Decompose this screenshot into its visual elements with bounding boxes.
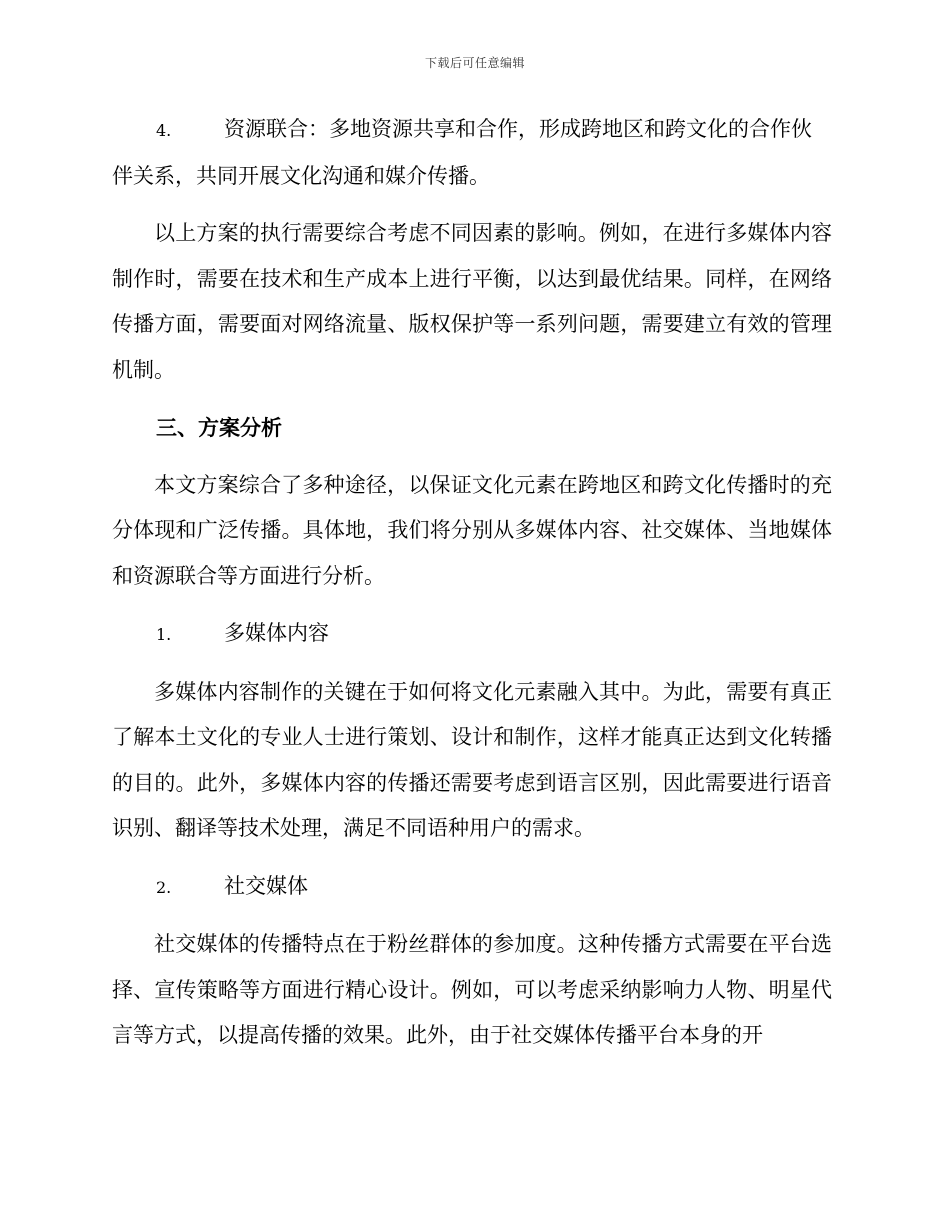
list-item-text: 社交媒体	[224, 873, 308, 898]
paragraph-social-media: 社交媒体的传播特点在于粉丝群体的参加度。这种传播方式需要在平台选择、宣传策略等方面进行精心设计。例如，可以考虑采纳影响力人物、明星代言等方式，以提高传播的效果。此外，由于社交媒体传播平台本身的开	[112, 932, 832, 1047]
list-item-social-media	[112, 864, 832, 911]
list-item-text: 多媒体内容	[224, 621, 329, 645]
section-heading: 三、方案分析	[156, 415, 282, 440]
paragraph-analysis-intro: 本文方案综合了多种途径，以保证文化元素在跨地区和跨文化传播时的充分体现和广泛传播。具体地，我们将分别从多媒体内容、社交媒体、当地媒体和资源联合等方面进行分析。	[112, 472, 832, 588]
list-item-text: 资源联合：多地资源共享和合作，形成跨地区和跨文化的合作伙	[224, 117, 812, 141]
list-number: 2.	[156, 877, 172, 897]
list-number: 4.	[156, 121, 172, 140]
list-item-resource-union	[112, 107, 832, 154]
paragraph-execution: 以上方案的执行需要综合考虑不同因素的影响。例如，在进行多媒体内容制作时，需要在技术和生产成本上进行平衡，以达到最优结果。同样，在网络传播方面，需要面对网络流量、版权保护等一系列问题，需要建立有效的管理机制。	[112, 221, 832, 382]
document-body	[112, 107, 832, 1059]
list-item-continuation: 伴关系，共同开展文化沟通和媒介传播。	[112, 163, 490, 188]
list-number: 1.	[156, 625, 172, 644]
page-header: 下载后可任意编辑	[424, 56, 525, 70]
paragraph-multimedia: 多媒体内容制作的关键在于如何将文化元素融入其中。为此，需要有真正了解本土文化的专业人士进行策划、设计和制作，这样才能真正达到文化转播的目的。此外，多媒体内容的传播还需要考虑到语言区别，因此需要进行语音识别、翻译等技术处理，满足不同语种用户的需求。	[112, 679, 832, 840]
list-item-multimedia	[112, 611, 832, 658]
